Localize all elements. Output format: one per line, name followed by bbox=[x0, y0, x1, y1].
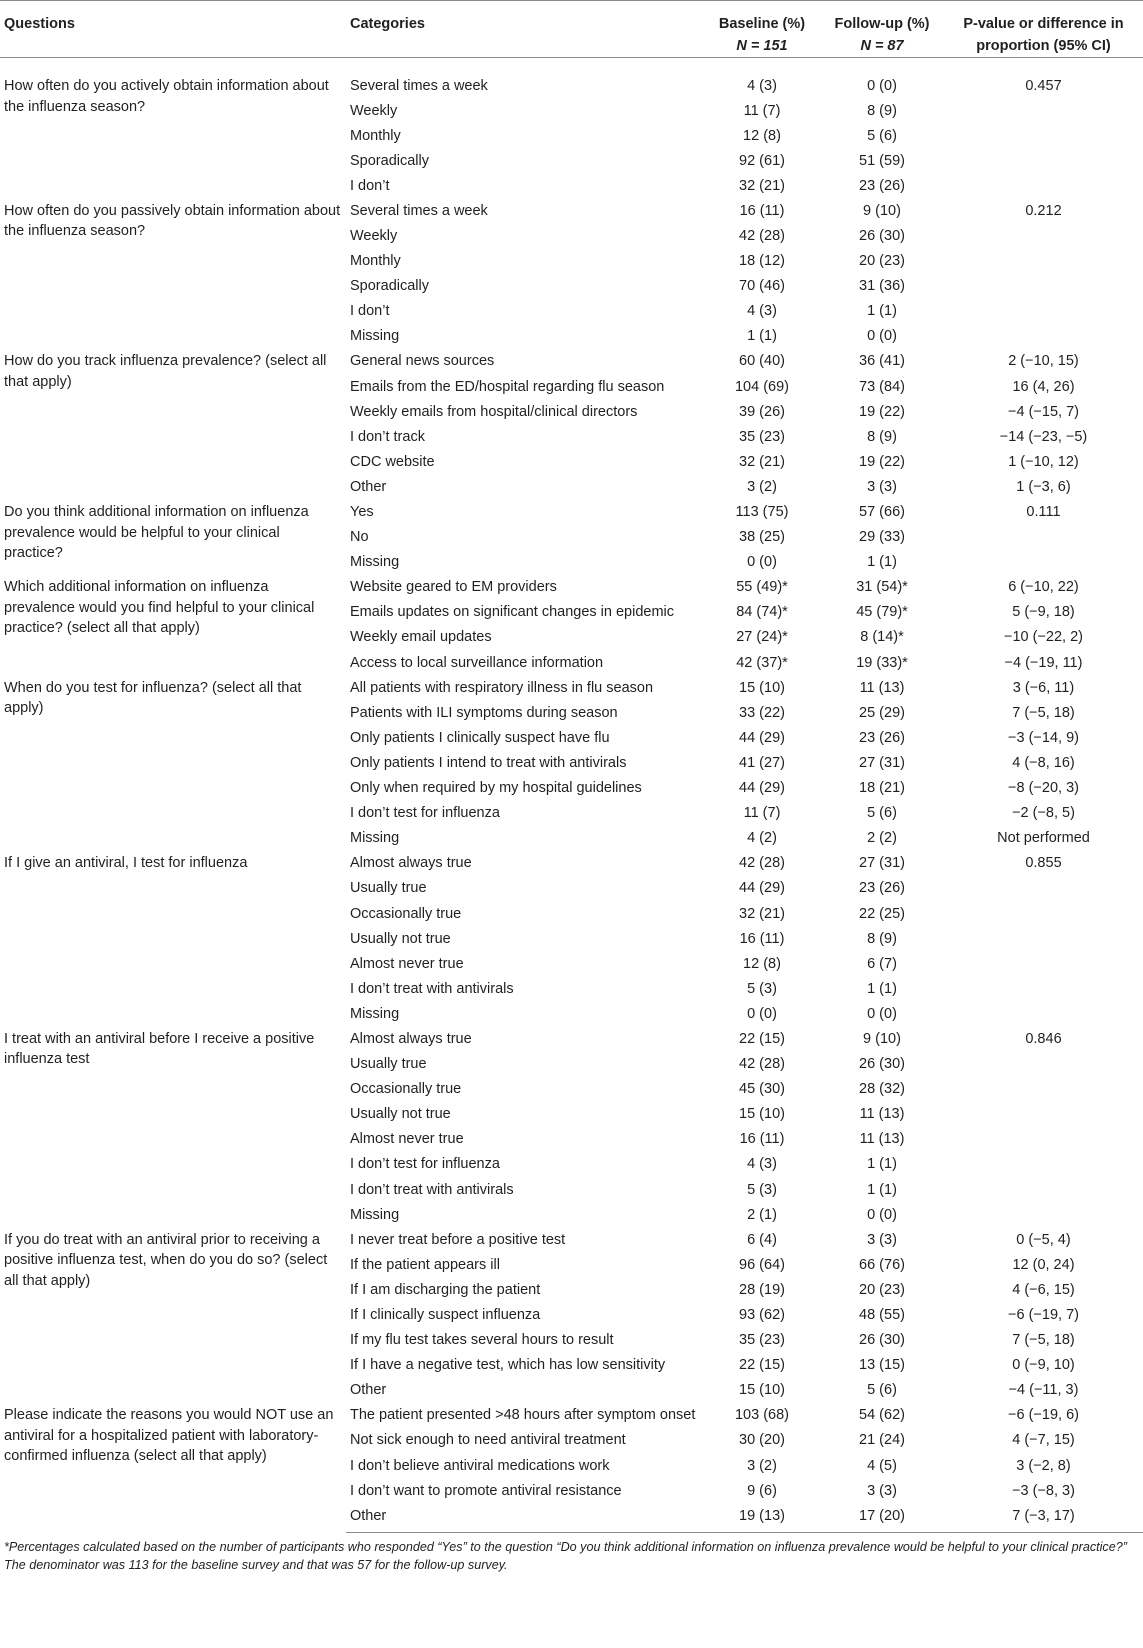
category-cell: CDC website bbox=[350, 453, 435, 470]
baseline-cell: 3 (2) bbox=[747, 1457, 777, 1474]
question-cell: Do you think additional information on influenza prevalence would be helpful to your clinical practice? bbox=[4, 504, 309, 561]
category-cell: Occasionally true bbox=[350, 1081, 462, 1098]
followup-cell: 27 (31) bbox=[859, 754, 905, 771]
pvalue-cell: −3 (−8, 3) bbox=[1012, 1482, 1075, 1499]
header-baseline-n: N = 151 bbox=[736, 38, 788, 54]
category-cell: Yes bbox=[350, 504, 374, 520]
followup-cell: 19 (22) bbox=[859, 453, 905, 470]
followup-cell: 54 (62) bbox=[859, 1407, 905, 1424]
pvalue-cell: 0.855 bbox=[1025, 855, 1062, 872]
followup-cell: 28 (32) bbox=[859, 1081, 905, 1098]
followup-cell: 2 (2) bbox=[867, 830, 897, 847]
table-row bbox=[0, 198, 1143, 223]
category-cell: Not sick enough to need antiviral treatment bbox=[350, 1432, 626, 1449]
category-cell: Missing bbox=[350, 830, 400, 847]
category-cell: If I clinically suspect influenza bbox=[350, 1307, 541, 1323]
header-baseline bbox=[704, 1, 820, 58]
category-cell: Monthly bbox=[350, 127, 401, 144]
pvalue-cell: −14 (−23, −5) bbox=[999, 428, 1088, 445]
followup-cell: 9 (10) bbox=[863, 202, 901, 219]
pvalue-cell: 6 (−10, 22) bbox=[1008, 579, 1079, 596]
pvalue-cell bbox=[944, 248, 1143, 273]
followup-cell: 11 (13) bbox=[859, 1106, 905, 1123]
table-row bbox=[0, 675, 1143, 700]
question-cell: If you do treat with an antiviral prior to receiving a positive influenza test, when do you do so? (select all that apply) bbox=[4, 1231, 328, 1289]
followup-cell: 27 (31) bbox=[859, 855, 905, 872]
baseline-cell: 42 (28) bbox=[739, 855, 785, 872]
followup-cell: 1 (1) bbox=[867, 1181, 897, 1198]
category-cell: Missing bbox=[350, 1206, 400, 1223]
pvalue-cell: 16 (4, 26) bbox=[1012, 378, 1075, 395]
question-cell: When do you test for influenza? (select all that apply) bbox=[4, 679, 302, 717]
baseline-cell: 5 (3) bbox=[747, 1181, 777, 1198]
category-cell: Weekly bbox=[350, 102, 398, 119]
category-cell: Only when required by my hospital guidelines bbox=[350, 780, 642, 797]
followup-cell: 8 (9) bbox=[867, 428, 897, 445]
header-categories: Categories bbox=[346, 1, 704, 58]
pvalue-cell bbox=[944, 1151, 1143, 1176]
category-cell: No bbox=[350, 529, 369, 546]
pvalue-cell: −4 (−19, 11) bbox=[1004, 654, 1083, 671]
baseline-cell: 0 (0) bbox=[747, 554, 777, 571]
table-row bbox=[0, 499, 1143, 524]
followup-cell: 1 (1) bbox=[867, 1156, 897, 1173]
header-pvalue-line1: P-value or difference in bbox=[963, 16, 1124, 32]
followup-cell: 3 (3) bbox=[867, 1231, 897, 1248]
pvalue-cell: 4 (−7, 15) bbox=[1012, 1432, 1075, 1449]
baseline-cell: 1 (1) bbox=[747, 328, 777, 345]
followup-cell: 23 (26) bbox=[859, 177, 905, 194]
table-footnote: *Percentages calculated based on the number of participants who responded “Yes” to the question “Do you think additional information on influenza prevalence would be helpful to your clinical practice?” The denominator was 113 for the baseline survey and that was 57 for the follow-up survey. bbox=[4, 1540, 1127, 1573]
followup-cell: 3 (3) bbox=[867, 1482, 897, 1499]
pvalue-cell bbox=[944, 98, 1143, 123]
pvalue-cell: −6 (−19, 7) bbox=[1008, 1307, 1079, 1323]
category-cell: I don’t test for influenza bbox=[350, 805, 500, 822]
category-cell: Emails from the ED/hospital regarding flu season bbox=[350, 378, 665, 395]
followup-cell: 20 (23) bbox=[859, 253, 905, 270]
baseline-cell: 3 (2) bbox=[747, 478, 777, 495]
followup-cell: 0 (0) bbox=[867, 1005, 897, 1022]
baseline-cell: 44 (29) bbox=[739, 729, 785, 746]
pvalue-cell: 0.212 bbox=[1025, 202, 1062, 219]
category-cell: Weekly emails from hospital/clinical directors bbox=[350, 403, 638, 420]
pvalue-cell: −10 (−22, 2) bbox=[1004, 629, 1083, 646]
baseline-cell: 28 (19) bbox=[739, 1281, 785, 1298]
followup-cell: 9 (10) bbox=[863, 1030, 901, 1047]
category-cell: Sporadically bbox=[350, 152, 429, 169]
followup-cell: 17 (20) bbox=[820, 1503, 944, 1533]
pvalue-cell: Not performed bbox=[997, 830, 1090, 847]
category-cell: Several times a week bbox=[350, 202, 488, 219]
category-cell: All patients with respiratory illness in flu season bbox=[350, 679, 654, 696]
baseline-cell: 16 (11) bbox=[739, 930, 785, 947]
pvalue-cell bbox=[944, 173, 1143, 198]
category-cell: Occasionally true bbox=[350, 905, 462, 922]
category-cell: Missing bbox=[350, 1005, 400, 1022]
question-cell: If I give an antiviral, I test for influenza bbox=[4, 855, 248, 872]
table-row bbox=[0, 1402, 1143, 1427]
category-cell: Weekly email updates bbox=[350, 629, 492, 646]
table-body bbox=[0, 58, 1143, 1533]
baseline-cell: 35 (23) bbox=[739, 1332, 785, 1349]
baseline-cell: 39 (26) bbox=[739, 403, 785, 420]
category-cell: Other bbox=[350, 478, 387, 495]
pvalue-cell: 4 (−6, 15) bbox=[1012, 1281, 1075, 1298]
pvalue-cell: 4 (−8, 16) bbox=[1012, 754, 1075, 771]
table-row bbox=[0, 574, 1143, 599]
category-cell: Missing bbox=[350, 554, 400, 571]
pvalue-cell bbox=[944, 1101, 1143, 1126]
category-cell: General news sources bbox=[350, 353, 495, 370]
followup-cell: 3 (3) bbox=[867, 478, 897, 495]
baseline-cell: 22 (15) bbox=[739, 1357, 785, 1374]
category-cell: I don’t believe antiviral medications work bbox=[350, 1457, 610, 1474]
category-cell: I don’t treat with antivirals bbox=[350, 1181, 514, 1198]
followup-cell: 4 (5) bbox=[867, 1457, 897, 1474]
baseline-cell: 12 (8) bbox=[743, 955, 781, 972]
followup-cell: 0 (0) bbox=[867, 78, 897, 94]
pvalue-cell: 0.111 bbox=[1026, 504, 1061, 520]
baseline-cell: 33 (22) bbox=[739, 704, 785, 721]
pvalue-cell bbox=[944, 901, 1143, 926]
baseline-cell: 15 (10) bbox=[739, 1106, 785, 1123]
baseline-cell: 42 (28) bbox=[739, 1056, 785, 1073]
category-cell: Sporadically bbox=[350, 278, 429, 295]
baseline-cell: 15 (10) bbox=[739, 1382, 785, 1399]
baseline-cell: 11 (7) bbox=[743, 102, 781, 119]
table-row bbox=[0, 1227, 1143, 1252]
pvalue-cell bbox=[944, 1076, 1143, 1101]
baseline-cell: 16 (11) bbox=[739, 202, 785, 219]
followup-cell: 18 (21) bbox=[859, 780, 905, 797]
pvalue-cell: 12 (0, 24) bbox=[1012, 1256, 1075, 1273]
followup-cell: 0 (0) bbox=[867, 328, 897, 345]
followup-cell: 31 (54)* bbox=[856, 579, 908, 596]
question-cell: How often do you passively obtain information about the influenza season? bbox=[4, 202, 341, 240]
followup-cell: 21 (24) bbox=[859, 1432, 905, 1449]
category-cell: Access to local surveillance information bbox=[350, 654, 604, 671]
followup-cell: 5 (6) bbox=[867, 127, 897, 144]
baseline-cell: 42 (37)* bbox=[736, 654, 788, 671]
followup-cell: 57 (66) bbox=[859, 504, 905, 520]
category-cell: Almost never true bbox=[350, 955, 464, 972]
question-cell: Which additional information on influenza prevalence would you find helpful to your clinical practice? (select all that apply) bbox=[4, 579, 315, 637]
baseline-cell: 96 (64) bbox=[739, 1256, 785, 1273]
followup-cell: 26 (30) bbox=[859, 227, 905, 244]
category-cell: Almost always true bbox=[350, 1030, 472, 1047]
category-cell: Other bbox=[350, 1382, 387, 1399]
baseline-cell: 44 (29) bbox=[739, 780, 785, 797]
category-cell: I never treat before a positive test bbox=[350, 1231, 566, 1248]
header-baseline-label: Baseline (%) bbox=[718, 16, 806, 32]
category-cell: The patient presented >48 hours after symptom onset bbox=[350, 1407, 696, 1424]
pvalue-cell bbox=[944, 875, 1143, 900]
category-cell: Monthly bbox=[350, 253, 401, 270]
followup-cell: 36 (41) bbox=[859, 353, 905, 370]
pvalue-cell bbox=[944, 1202, 1143, 1227]
baseline-cell: 32 (21) bbox=[739, 453, 785, 470]
baseline-cell: 12 (8) bbox=[743, 127, 781, 144]
followup-cell: 0 (0) bbox=[867, 1206, 897, 1223]
pvalue-cell: 1 (−10, 12) bbox=[1008, 453, 1079, 470]
pvalue-cell: 5 (−9, 18) bbox=[1012, 604, 1075, 621]
baseline-cell: 22 (15) bbox=[739, 1030, 785, 1047]
followup-cell: 1 (1) bbox=[867, 303, 897, 320]
followup-cell: 19 (22) bbox=[859, 403, 905, 420]
table-row bbox=[0, 1026, 1143, 1051]
pvalue-cell bbox=[944, 524, 1143, 549]
followup-cell: 31 (36) bbox=[859, 278, 905, 295]
baseline-cell: 27 (24)* bbox=[736, 629, 788, 646]
category-cell: If I have a negative test, which has low sensitivity bbox=[350, 1357, 666, 1374]
baseline-cell: 4 (2) bbox=[747, 830, 777, 847]
followup-cell: 45 (79)* bbox=[856, 604, 908, 621]
table-row bbox=[0, 850, 1143, 875]
category-cell: Emails updates on significant changes in epidemic bbox=[350, 604, 675, 621]
pvalue-cell bbox=[944, 549, 1143, 574]
pvalue-cell: 1 (−3, 6) bbox=[1016, 478, 1071, 495]
category-cell: Almost never true bbox=[350, 1131, 464, 1148]
followup-cell: 6 (7) bbox=[867, 955, 897, 972]
baseline-cell: 0 (0) bbox=[747, 1005, 777, 1022]
baseline-cell: 11 (7) bbox=[743, 805, 781, 822]
pvalue-cell: −4 (−15, 7) bbox=[1008, 403, 1079, 420]
category-cell: Missing bbox=[350, 328, 400, 345]
category-cell: Website geared to EM providers bbox=[350, 579, 557, 596]
baseline-cell: 5 (3) bbox=[747, 980, 777, 997]
followup-cell: 26 (30) bbox=[859, 1056, 905, 1073]
followup-cell: 1 (1) bbox=[867, 554, 897, 571]
pvalue-cell: 3 (−6, 11) bbox=[1012, 679, 1075, 696]
pvalue-cell bbox=[944, 123, 1143, 148]
pvalue-cell: −6 (−19, 6) bbox=[1008, 1407, 1079, 1424]
header-followup bbox=[820, 1, 944, 58]
pvalue-cell bbox=[944, 148, 1143, 173]
category-cell: Usually not true bbox=[350, 930, 451, 947]
pvalue-cell bbox=[944, 951, 1143, 976]
pvalue-cell: 0.846 bbox=[1025, 1030, 1062, 1047]
pvalue-cell bbox=[944, 273, 1143, 298]
baseline-cell: 32 (21) bbox=[739, 905, 785, 922]
category-cell: If the patient appears ill bbox=[350, 1256, 500, 1273]
header-questions: Questions bbox=[0, 1, 346, 58]
followup-cell: 8 (14)* bbox=[860, 629, 904, 646]
pvalue-cell bbox=[944, 223, 1143, 248]
followup-cell: 8 (9) bbox=[867, 930, 897, 947]
followup-cell: 23 (26) bbox=[859, 880, 905, 897]
question-cell: I treat with an antiviral before I receive a positive influenza test bbox=[4, 1030, 315, 1068]
baseline-cell: 42 (28) bbox=[739, 227, 785, 244]
pvalue-cell: 0.457 bbox=[1025, 78, 1062, 94]
baseline-cell: 19 (13) bbox=[704, 1503, 820, 1533]
pvalue-cell: −3 (−14, 9) bbox=[1008, 729, 1079, 746]
pvalue-cell: −2 (−8, 5) bbox=[1012, 805, 1075, 822]
pvalue-cell bbox=[944, 976, 1143, 1001]
category-cell: I don’t treat with antivirals bbox=[350, 980, 514, 997]
baseline-cell: 9 (6) bbox=[747, 1482, 777, 1499]
header-row bbox=[0, 1, 1143, 58]
followup-cell: 5 (6) bbox=[867, 805, 897, 822]
category-cell: If I am discharging the patient bbox=[350, 1281, 541, 1298]
header-followup-label: Follow-up (%) bbox=[834, 16, 930, 32]
baseline-cell: 113 (75) bbox=[735, 504, 789, 520]
followup-cell: 26 (30) bbox=[859, 1332, 905, 1349]
category-cell: I don’t track bbox=[350, 428, 425, 445]
baseline-cell: 55 (49)* bbox=[736, 579, 788, 596]
baseline-cell: 2 (1) bbox=[747, 1206, 777, 1223]
followup-cell: 66 (76) bbox=[859, 1256, 905, 1273]
baseline-cell: 35 (23) bbox=[739, 428, 785, 445]
category-cell: Usually true bbox=[350, 880, 427, 897]
followup-cell: 20 (23) bbox=[859, 1281, 905, 1298]
category-cell: Several times a week bbox=[350, 78, 488, 94]
header-pvalue-line2: proportion (95% CI) bbox=[976, 38, 1111, 54]
pvalue-cell: 0 (−9, 10) bbox=[1012, 1357, 1075, 1374]
category-cell: I don’t test for influenza bbox=[350, 1156, 500, 1173]
table-row bbox=[0, 58, 1143, 98]
baseline-cell: 93 (62) bbox=[739, 1307, 785, 1323]
pvalue-cell: 7 (−3, 17) bbox=[944, 1503, 1143, 1533]
followup-cell: 25 (29) bbox=[859, 704, 905, 721]
baseline-cell: 44 (29) bbox=[739, 880, 785, 897]
table-header bbox=[0, 1, 1143, 58]
baseline-cell: 32 (21) bbox=[739, 177, 785, 194]
baseline-cell: 45 (30) bbox=[739, 1081, 785, 1098]
pvalue-cell: 0 (−5, 4) bbox=[1016, 1231, 1071, 1248]
category-cell: Other bbox=[346, 1503, 704, 1533]
baseline-cell: 4 (3) bbox=[747, 303, 777, 320]
baseline-cell: 103 (68) bbox=[734, 1407, 789, 1424]
pvalue-cell bbox=[944, 298, 1143, 323]
baseline-cell: 104 (69) bbox=[734, 378, 789, 395]
followup-cell: 13 (15) bbox=[859, 1357, 905, 1374]
pvalue-cell bbox=[944, 323, 1143, 348]
pvalue-cell: 7 (−5, 18) bbox=[1012, 1332, 1075, 1349]
pvalue-cell: 2 (−10, 15) bbox=[1008, 353, 1079, 370]
baseline-cell: 60 (40) bbox=[739, 353, 785, 370]
followup-cell: 5 (6) bbox=[867, 1382, 897, 1399]
baseline-cell: 18 (12) bbox=[739, 253, 785, 270]
category-cell: I don’t bbox=[350, 303, 390, 320]
question-cell: How do you track influenza prevalence? (select all that apply) bbox=[4, 353, 327, 390]
followup-cell: 8 (9) bbox=[867, 102, 897, 119]
header-followup-n: N = 87 bbox=[860, 38, 904, 54]
pvalue-cell bbox=[944, 926, 1143, 951]
category-cell: Weekly bbox=[350, 227, 398, 244]
baseline-cell: 70 (46) bbox=[739, 278, 785, 295]
baseline-cell: 38 (25) bbox=[739, 529, 785, 546]
pvalue-cell bbox=[944, 1051, 1143, 1076]
baseline-cell: 41 (27) bbox=[739, 754, 785, 771]
category-cell: Usually true bbox=[350, 1056, 427, 1073]
question-cell: How often do you actively obtain information about the influenza season? bbox=[4, 78, 329, 115]
category-cell: Only patients I intend to treat with antivirals bbox=[350, 754, 627, 771]
followup-cell: 73 (84) bbox=[859, 378, 905, 395]
baseline-cell: 6 (4) bbox=[747, 1231, 777, 1248]
pvalue-cell bbox=[944, 1177, 1143, 1202]
followup-cell: 51 (59) bbox=[859, 152, 905, 169]
pvalue-cell: 7 (−5, 18) bbox=[1012, 704, 1075, 721]
baseline-cell: 15 (10) bbox=[739, 679, 785, 696]
followup-cell: 1 (1) bbox=[867, 980, 897, 997]
followup-cell: 22 (25) bbox=[859, 905, 905, 922]
followup-cell: 11 (13) bbox=[859, 679, 905, 696]
pvalue-cell: 3 (−2, 8) bbox=[1016, 1457, 1071, 1474]
pvalue-cell: −4 (−11, 3) bbox=[1008, 1382, 1079, 1399]
baseline-cell: 4 (3) bbox=[747, 78, 777, 94]
question-cell: Please indicate the reasons you would NOT use an antiviral for a hospitalized patient with laboratory-confirmed influenza (select all that apply) bbox=[4, 1407, 334, 1465]
followup-cell: 11 (13) bbox=[859, 1131, 905, 1148]
category-cell: I don’t bbox=[350, 177, 390, 194]
followup-cell: 19 (33)* bbox=[856, 654, 908, 671]
pvalue-cell bbox=[944, 1126, 1143, 1151]
header-pvalue bbox=[944, 1, 1143, 58]
category-cell: Almost always true bbox=[350, 855, 472, 872]
category-cell: I don’t want to promote antiviral resistance bbox=[350, 1482, 622, 1499]
baseline-cell: 4 (3) bbox=[747, 1156, 777, 1173]
followup-cell: 48 (55) bbox=[859, 1307, 905, 1323]
pvalue-cell bbox=[944, 1001, 1143, 1026]
baseline-cell: 92 (61) bbox=[739, 152, 785, 169]
baseline-cell: 84 (74)* bbox=[736, 604, 788, 621]
table-row bbox=[0, 348, 1143, 373]
followup-cell: 23 (26) bbox=[859, 729, 905, 746]
category-cell: If my flu test takes several hours to result bbox=[350, 1332, 614, 1349]
category-cell: Usually not true bbox=[350, 1106, 451, 1123]
followup-cell: 29 (33) bbox=[859, 529, 905, 546]
baseline-cell: 16 (11) bbox=[739, 1131, 785, 1148]
category-cell: Only patients I clinically suspect have flu bbox=[350, 729, 610, 746]
pvalue-cell: −8 (−20, 3) bbox=[1008, 780, 1079, 797]
baseline-cell: 30 (20) bbox=[739, 1432, 785, 1449]
category-cell: Patients with ILI symptoms during season bbox=[350, 704, 618, 721]
